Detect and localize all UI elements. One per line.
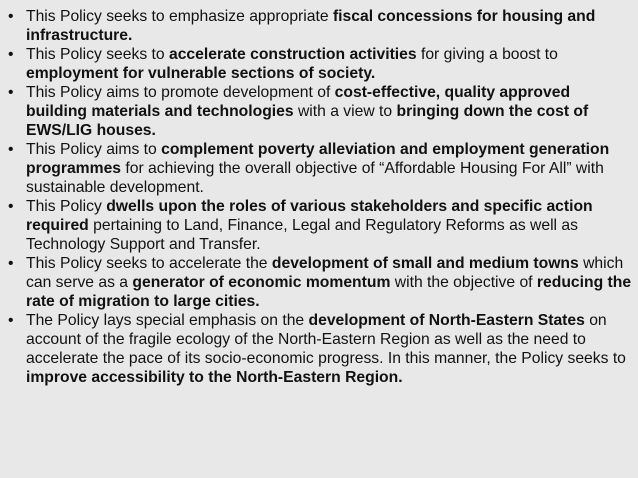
bullet-text: The Policy lays special emphasis on the [26, 312, 309, 329]
bullet-emphasis: improve accessibility to the North-Eastern Region. [26, 369, 403, 386]
bullet-text: for achieving the overall objective of “Affordable Housing For All” with sustainable development. [26, 160, 604, 196]
bullet-item [8, 197, 634, 254]
bullet-emphasis: reducing the rate of migration to large cities. [26, 274, 632, 310]
bullet-item [8, 254, 634, 311]
bullet-emphasis: dwells upon the roles of various stakeholders and specific action required [26, 198, 593, 234]
bullet-text: for giving a boost to [416, 46, 558, 63]
bullet-emphasis: employment for vulnerable sections of society. [26, 65, 376, 82]
bullet-text: This Policy seeks to [26, 46, 169, 63]
bullet-dot-icon: • [8, 198, 14, 215]
bullet-item [8, 7, 634, 45]
bullet-emphasis: accelerate construction activities [168, 46, 417, 63]
bullet-dot-icon: • [8, 46, 14, 63]
bullet-emphasis: development of North-Eastern States [308, 312, 585, 329]
bullet-dot-icon: • [8, 84, 14, 101]
bullet-item [8, 45, 634, 83]
bullet-text: with the objective of [390, 274, 537, 291]
bullet-dot-icon: • [8, 8, 14, 25]
bullet-text: This Policy aims to [26, 141, 162, 158]
bullet-emphasis: generator of economic momentum [132, 274, 391, 291]
bullet-text: This Policy [26, 198, 107, 215]
bullet-emphasis: bringing down the cost of EWS/LIG houses. [26, 103, 589, 139]
bullet-emphasis: fiscal concessions for housing and infrastructure. [26, 8, 596, 44]
bullet-item [8, 83, 634, 140]
policy-bullet-list [8, 7, 634, 387]
bullet-text: on account of the fragile ecology of the North-Eastern Region as well as the need to accelerate the pace of its socio-economic progress. In this manner, the Policy seeks to [26, 312, 626, 367]
bullet-dot-icon: • [8, 141, 14, 158]
bullet-text: pertaining to Land, Finance, Legal and Regulatory Reforms as well as Technology Support and Transfer. [26, 217, 578, 253]
bullet-dot-icon: • [8, 255, 14, 272]
bullet-emphasis: development of small and medium towns [271, 255, 579, 272]
bullet-text: This Policy seeks to accelerate the [26, 255, 272, 272]
bullet-emphasis: complement poverty alleviation and employment generation programmes [26, 141, 610, 177]
bullet-text: with a view to [293, 103, 397, 120]
bullet-item [8, 140, 634, 197]
bullet-text: which can serve as a [26, 255, 624, 291]
bullet-text: This Policy aims to promote development of [26, 84, 335, 101]
bullet-text: This Policy seeks to emphasize appropriate [26, 8, 333, 25]
bullet-item [8, 311, 634, 387]
bullet-emphasis: cost-effective, quality approved building materials and technologies [26, 84, 571, 120]
bullet-dot-icon: • [8, 312, 14, 329]
